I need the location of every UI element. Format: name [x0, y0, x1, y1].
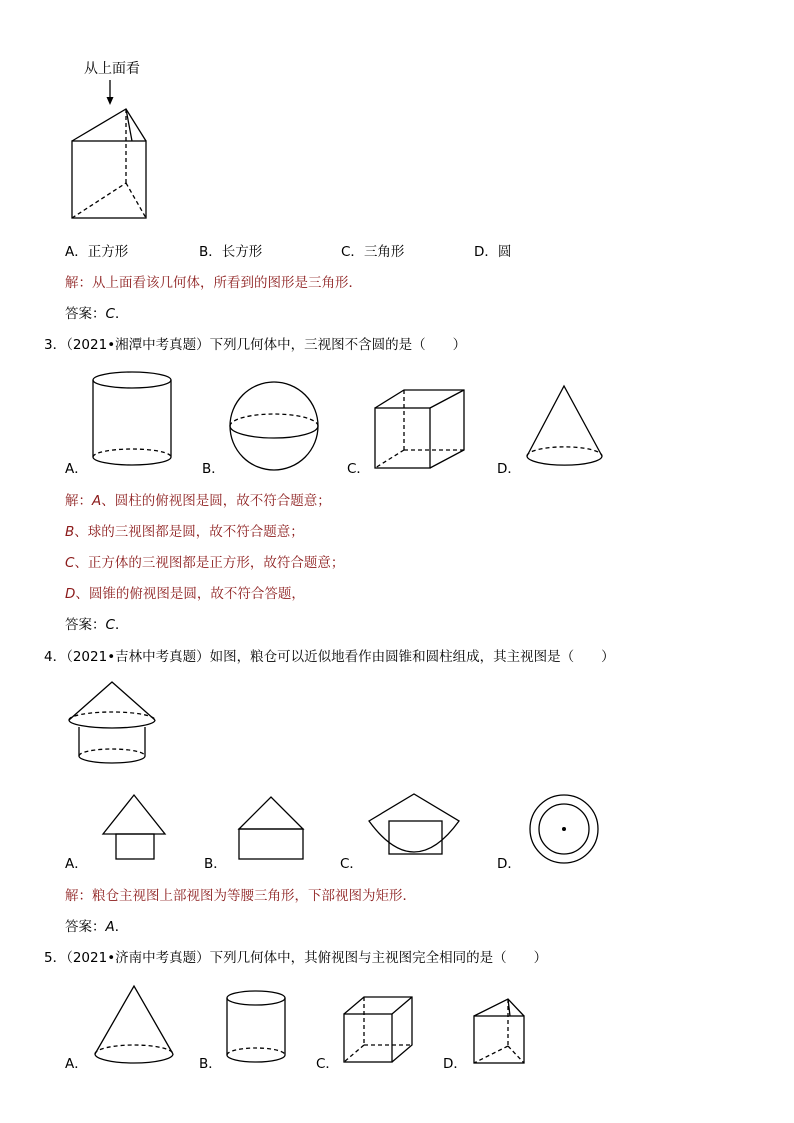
q2-option-a[interactable]	[65, 243, 128, 261]
q3-sphere-figure[interactable]	[228, 380, 322, 474]
option-text: 圆	[497, 244, 512, 260]
q5-stem	[44, 949, 547, 967]
q4-option-c-figure[interactable]	[366, 791, 466, 861]
question-text: （2021•湘潭中考真题）下列几何体中，三视图不含圆的是（ ）	[66, 337, 467, 353]
q3-solution-line-2: B、球的三视图都是圆，故不符合题意；	[65, 524, 304, 540]
q3-cylinder-figure[interactable]	[90, 370, 176, 470]
q4-answer: 答案：A．	[65, 919, 129, 935]
q4-label-a[interactable]: A．	[65, 856, 88, 872]
q3-label-c[interactable]: C．	[347, 461, 370, 477]
q5-label-c[interactable]: C．	[316, 1056, 339, 1072]
q4-option-a-figure[interactable]	[98, 790, 170, 862]
q3-answer: 答案：C．	[65, 617, 129, 633]
option-text: 长方形	[221, 244, 263, 260]
q4-option-d-figure[interactable]	[526, 792, 602, 868]
q3-label-a[interactable]: A．	[65, 461, 88, 477]
q4-stem	[44, 648, 615, 666]
q2-prism-figure	[60, 78, 160, 228]
q5-cylinder-figure[interactable]	[224, 988, 290, 1070]
q5-cone-figure[interactable]	[92, 984, 178, 1070]
q5-cube-figure[interactable]	[340, 994, 416, 1066]
q3-cube-figure[interactable]	[370, 388, 470, 474]
q3-stem	[44, 336, 466, 354]
question-number: 5．	[44, 950, 67, 966]
q4-solution: 解：粮仓主视图上部视图为等腰三角形，下部视图为矩形．	[65, 888, 416, 904]
q5-label-a[interactable]: A．	[65, 1056, 88, 1072]
q2-option-b[interactable]	[199, 243, 262, 261]
option-letter: B．	[199, 244, 222, 260]
q4-label-b[interactable]: B．	[204, 856, 227, 872]
q2-option-c[interactable]	[341, 243, 404, 261]
q3-label-b[interactable]: B．	[202, 461, 225, 477]
option-letter: C．	[341, 244, 364, 260]
q5-label-b[interactable]: B．	[199, 1056, 222, 1072]
answer-letter: C	[105, 617, 115, 633]
q5-label-d[interactable]: D．	[443, 1056, 467, 1072]
option-text: 三角形	[363, 244, 405, 260]
view-direction-label: 从上面看	[84, 61, 140, 77]
question-text: （2021•济南中考真题）下列几何体中，其俯视图与主视图完全相同的是（ ）	[66, 950, 548, 966]
question-number: 4．	[44, 649, 67, 665]
q3-label-d[interactable]: D．	[497, 461, 521, 477]
question-number: 3．	[44, 337, 67, 353]
answer-letter: A	[105, 919, 115, 935]
q5-prism-figure[interactable]	[470, 996, 530, 1068]
q4-label-d[interactable]: D．	[497, 856, 521, 872]
q3-solution-line-4: D、圆锥的俯视图是圆，故不符合答题，	[65, 586, 305, 602]
q2-answer: 答案：C．	[65, 306, 129, 322]
answer-letter: C	[105, 306, 115, 322]
q3-solution-line-3: C、正方体的三视图都是正方形，故符合题意；	[65, 555, 345, 571]
q2-solution: 解：从上面看该几何体，所看到的图形是三角形．	[65, 275, 362, 291]
q2-option-d[interactable]	[474, 243, 511, 261]
option-text: 正方形	[87, 244, 129, 260]
q4-granary-figure	[66, 680, 158, 770]
option-letter: A．	[65, 244, 88, 260]
q4-option-b-figure[interactable]	[235, 792, 309, 862]
q3-solution-line-1: 解：A、圆柱的俯视图是圆，故不符合题意；	[65, 493, 331, 509]
option-letter: D．	[474, 244, 498, 260]
q4-label-c[interactable]: C．	[340, 856, 363, 872]
q3-cone-figure[interactable]	[524, 384, 606, 470]
question-text: （2021•吉林中考真题）如图，粮仓可以近似地看作由圆锥和圆柱组成，其主视图是（ ）	[66, 649, 615, 665]
